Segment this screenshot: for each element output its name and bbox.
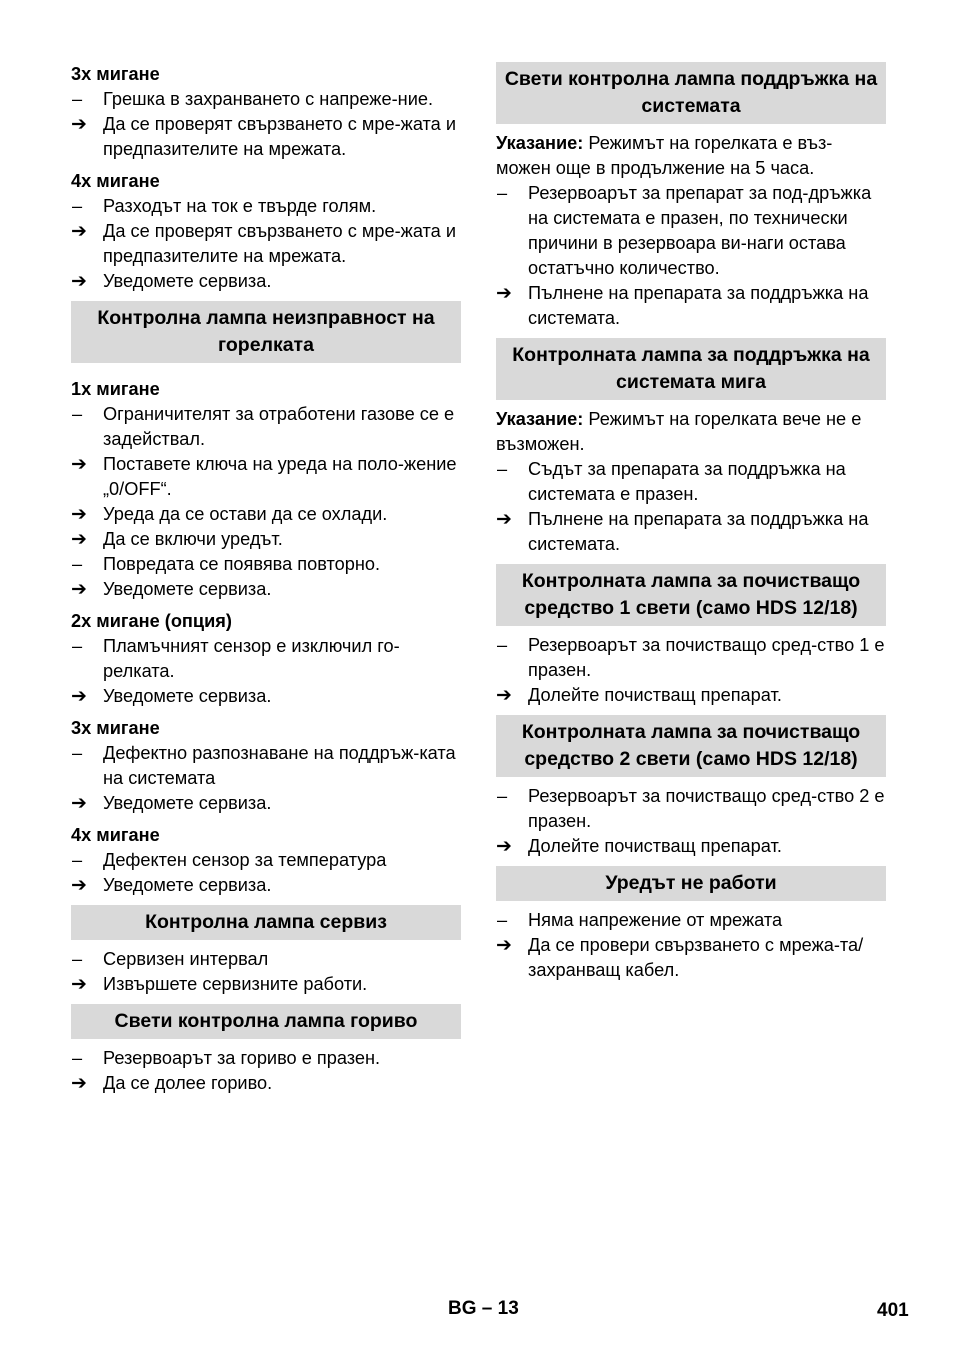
arrow-right-icon: ➔: [71, 974, 87, 995]
item-text: Резервоарът за почистващо сред-ство 2 е празен.: [528, 786, 885, 831]
item-text: Сервизен интервал: [103, 949, 269, 969]
section-heading-maintenance-lit: Свети контролна лампа поддръжка на системата: [496, 62, 886, 124]
arrow-right-icon: ➔: [71, 1073, 87, 1094]
item-text: Пълнене на препарата за поддръжка на системата.: [528, 509, 869, 554]
item-text: Резервоарът за препарат за под-дръжка на системата е празен, по технически причини в резервоара ви-наги остава остатъчно количество.: [528, 183, 872, 278]
subheading-4x-blink-b: 4x мигане: [71, 825, 160, 845]
item-text: Резервоарът за почистващо сред-ство 1 е празен.: [528, 635, 885, 680]
arrow-right-icon: ➔: [496, 283, 512, 304]
list-item: [71, 741, 461, 791]
note-label: Указание:: [496, 133, 584, 153]
list-item: [71, 1046, 461, 1071]
dash-icon: –: [497, 183, 508, 203]
arrow-right-icon: ➔: [71, 221, 87, 242]
arrow-right-icon: ➔: [71, 529, 87, 550]
list-item: [71, 402, 461, 452]
list-item: [496, 908, 886, 933]
item-text: Разходът на ток е твърде голям.: [103, 196, 377, 216]
dash-icon: –: [497, 786, 508, 806]
subheading-2x-blink: 2x мигане (опция): [71, 611, 232, 631]
note-text: Режимът на горелката е въз-можен още в продължение на 5 часа.: [496, 133, 833, 178]
footer-language-page: BG – 13: [448, 1298, 519, 1319]
section-heading-fuel-lamp: Свети контролна лампа гориво: [71, 1004, 461, 1039]
list-item: [71, 577, 461, 602]
list-item: [71, 947, 461, 972]
arrow-right-icon: ➔: [496, 509, 512, 530]
arrow-right-icon: ➔: [71, 504, 87, 525]
list-item: [496, 933, 886, 983]
arrow-right-icon: ➔: [71, 271, 87, 292]
item-text: Да се проверят свързването с мре-жата и предпазителите на мрежата.: [103, 221, 457, 266]
list-item: [71, 112, 461, 162]
item-text: Уведомете сервиза.: [103, 875, 272, 895]
item-text: Дефектен сензор за температура: [103, 850, 387, 870]
note-paragraph: [496, 131, 886, 181]
list-item: [71, 527, 461, 552]
subheading-4x-blink: 4x мигане: [71, 171, 160, 191]
item-text: Пълнене на препарата за поддръжка на системата.: [528, 283, 869, 328]
list-item: [496, 457, 886, 507]
list-item: [496, 633, 886, 683]
page-number: 401: [877, 1300, 909, 1321]
dash-icon: –: [72, 89, 83, 109]
item-text: Уведомете сервиза.: [103, 579, 272, 599]
note-text: Режимът на горелката вече не е възможен.: [496, 409, 862, 454]
section-heading-device-not-working: Уредът не работи: [496, 866, 886, 901]
item-text: Уреда да се остави да се охлади.: [103, 504, 388, 524]
arrow-right-icon: ➔: [496, 935, 512, 956]
item-text: Да се проверят свързването с мре-жата и предпазителите на мрежата.: [103, 114, 457, 159]
subheading-1x-blink: 1x мигане: [71, 379, 160, 399]
section-heading-burner-fault: Контролна лампа неизправност на горелката: [71, 301, 461, 363]
dash-icon: –: [497, 635, 508, 655]
dash-icon: –: [497, 910, 508, 930]
arrow-right-icon: ➔: [71, 114, 87, 135]
dash-icon: –: [72, 850, 83, 870]
item-text: Извършете сервизните работи.: [103, 974, 368, 994]
item-text: Поставете ключа на уреда на поло-жение „0/OFF“.: [103, 454, 457, 499]
arrow-right-icon: ➔: [71, 579, 87, 600]
item-text: Да се провери свързването с мрежа-та/захранващ кабел.: [528, 935, 864, 980]
left-column: [71, 62, 461, 1096]
section-heading-service-lamp: Контролна лампа сервиз: [71, 905, 461, 940]
list-item: [496, 784, 886, 834]
list-item: [71, 194, 461, 219]
list-item: [496, 683, 886, 708]
item-text: Пламъчният сензор е изключил го-релката.: [103, 636, 400, 681]
dash-icon: –: [72, 1048, 83, 1068]
item-text: Ограничителят за отработени газове се е задействал.: [103, 404, 455, 449]
list-item: [71, 502, 461, 527]
item-text: Уведомете сервиза.: [103, 271, 272, 291]
list-item: [496, 507, 886, 557]
dash-icon: –: [72, 743, 83, 763]
arrow-right-icon: ➔: [496, 836, 512, 857]
dash-icon: –: [72, 554, 83, 574]
arrow-right-icon: ➔: [496, 685, 512, 706]
list-item: [496, 281, 886, 331]
list-item: [496, 181, 886, 281]
item-text: Съдът за препарата за поддръжка на системата е празен.: [528, 459, 846, 504]
item-text: Повредата се появява повторно.: [103, 554, 381, 574]
list-item: [71, 269, 461, 294]
subheading-3x-blink-b: 3x мигане: [71, 718, 160, 738]
item-text: Резервоарът за гориво е празен.: [103, 1048, 381, 1068]
list-item: [71, 873, 461, 898]
dash-icon: –: [497, 459, 508, 479]
note-paragraph: [496, 407, 886, 457]
section-heading-detergent-2: Контролната лампа за почистващо средство 2 свети (само HDS 12/18): [496, 715, 886, 777]
list-item: [496, 834, 886, 859]
arrow-right-icon: ➔: [71, 686, 87, 707]
item-text: Няма напрежение от мрежата: [528, 910, 783, 930]
subheading-3x-blink: 3x мигане: [71, 64, 160, 84]
list-item: [71, 452, 461, 502]
list-item: [71, 552, 461, 577]
arrow-right-icon: ➔: [71, 793, 87, 814]
item-text: Долейте почистващ препарат.: [528, 836, 782, 856]
list-item: [71, 848, 461, 873]
list-item: [71, 972, 461, 997]
arrow-right-icon: ➔: [71, 875, 87, 896]
list-item: [71, 1071, 461, 1096]
dash-icon: –: [72, 636, 83, 656]
list-item: [71, 219, 461, 269]
item-text: Дефектно разпознаване на поддръж-ката на системата: [103, 743, 456, 788]
dash-icon: –: [72, 404, 83, 424]
item-text: Уведомете сервиза.: [103, 793, 272, 813]
right-column: [496, 62, 886, 983]
list-item: [71, 684, 461, 709]
dash-icon: –: [72, 196, 83, 216]
list-item: [71, 87, 461, 112]
arrow-right-icon: ➔: [71, 454, 87, 475]
dash-icon: –: [72, 949, 83, 969]
item-text: Да се включи уредът.: [103, 529, 283, 549]
item-text: Долейте почистващ препарат.: [528, 685, 782, 705]
item-text: Да се долее гориво.: [103, 1073, 273, 1093]
list-item: [71, 791, 461, 816]
note-label: Указание:: [496, 409, 584, 429]
item-text: Уведомете сервиза.: [103, 686, 272, 706]
list-item: [71, 634, 461, 684]
item-text: Грешка в захранването с напреже-ние.: [103, 89, 434, 109]
section-heading-detergent-1: Контролната лампа за почистващо средство 1 свети (само HDS 12/18): [496, 564, 886, 626]
section-heading-maintenance-blink: Контролната лампа за поддръжка на системата мига: [496, 338, 886, 400]
